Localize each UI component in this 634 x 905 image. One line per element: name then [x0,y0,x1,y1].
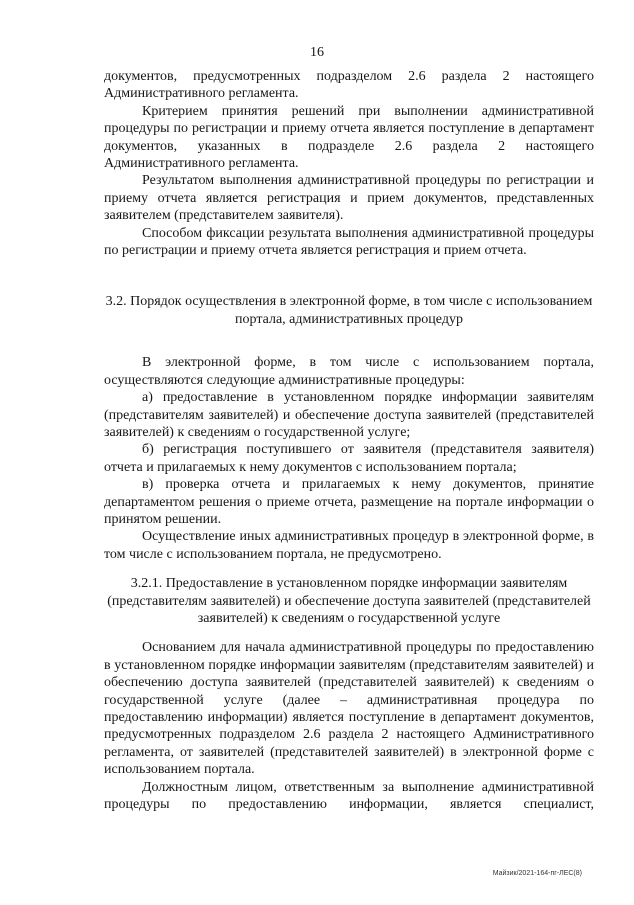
paragraph: Критерием принятия решений при выполнении административной процедуры по регистрации и приему отчета является поступление в департамент документов, указанных в подразделе 2.6 раздела 2 настоящего Административного регламента. [104,103,594,172]
paragraph: документов, предусмотренных подразделом 2.6 раздела 2 настоящего Административного регламента. [104,69,594,102]
list-item: а) предоставление в установленном порядке информации заявителям (представителям заявителей) и обеспечение доступа заявителей (представителей заявителей) к сведениям о государственной услуге; [104,390,594,440]
paragraph: Способом фиксации результата выполнения административной процедуры по регистрации и приему отчета является регистрация и прием отчета. [104,225,594,259]
paragraph: Осуществление иных административных процедур в электронной форме, в том числе с использованием портала, не предусмотрено. [104,529,594,562]
paragraph: Основанием для начала административной процедуры по предоставлению в установленном порядке информации заявителям (представителям заявителей) и обеспечению доступа заявителей (представителей заявителей) к сведениям о государственной услуге (далее – административная процедура по предоставлению информации) является поступление в департамент документов, предусмотренных подразделом 2.6 раздела 2 настоящего Административного регламента, от заявителей (представителей заявителей) в электронной форме с использованием портала. [104,640,594,778]
paragraph: В электронной форме, в том числе с использованием портала, осуществляются следующие административные процедуры: [104,355,594,388]
document-body [104,68,594,813]
list-item: б) регистрация поступившего от заявителя (представителя заявителя) отчета и прилагаемых к нему документов с использованием портала; [104,442,594,475]
section-heading: 3.2. Порядок осуществления в электронной форме, в том числе с использованием портала, административных процедур [105,294,593,327]
paragraph: Должностным лицом, ответственным за выполнение административной процедуры по предоставлению информации, является специалист, [104,779,594,813]
paragraph: Результатом выполнения административной процедуры по регистрации и приему отчета является регистрация и прием документов, представленных заявителем (представителем заявителя). [104,173,594,224]
list-item: в) проверка отчета и прилагаемых к нему документов, принятие департаментом решения о приеме отчета, размещение на портале информации о принятом решении. [104,477,594,527]
subsection-heading: 3.2.1. Предоставление в установленном порядке информации заявителям (представителям заявителей) и обеспечение доступа заявителей (представителей заявителей) к сведениям о государственной услуге [107,576,591,626]
footer-code: Майзик/2021-164-пг-ЛЕС(8) [492,870,582,877]
page-number: 16 [310,45,324,60]
